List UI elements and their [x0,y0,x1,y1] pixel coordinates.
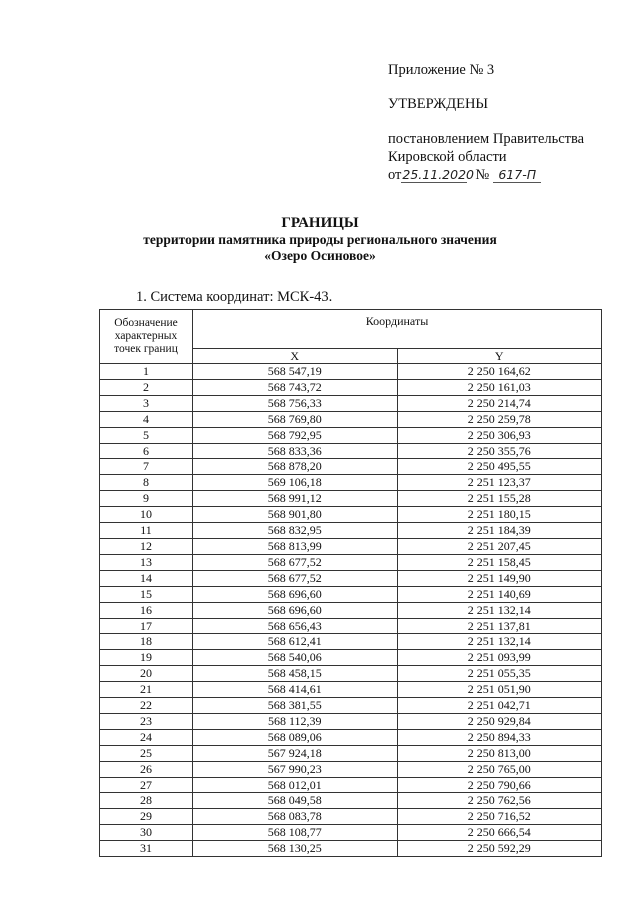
coord-y: 2 250 929,84 [397,713,602,729]
header-y: Y [397,349,602,364]
coord-y: 2 250 813,00 [397,745,602,761]
coord-x: 568 792,95 [193,427,398,443]
coord-y: 2 250 306,93 [397,427,602,443]
coord-x: 568 677,52 [193,570,398,586]
coord-y: 2 250 259,78 [397,411,602,427]
point-number: 3 [100,395,193,411]
table-row [100,602,602,618]
point-number: 5 [100,427,193,443]
coord-x: 568 991,12 [193,491,398,507]
coord-x: 567 990,23 [193,761,398,777]
point-number: 11 [100,523,193,539]
table-row [100,825,602,841]
point-number: 21 [100,682,193,698]
coord-x: 568 012,01 [193,777,398,793]
coord-y: 2 250 762,56 [397,793,602,809]
coord-y: 2 250 765,00 [397,761,602,777]
coord-x: 568 108,77 [193,825,398,841]
coord-y: 2 251 207,45 [397,538,602,554]
point-number: 10 [100,507,193,523]
coord-x: 568 696,60 [193,586,398,602]
table-row [100,379,602,395]
table-row [100,427,602,443]
header-point: Обозначение характерных точек границ [100,310,193,364]
coordinates-table [99,309,602,857]
point-number: 17 [100,618,193,634]
table-row [100,507,602,523]
point-number: 16 [100,602,193,618]
table-row [100,570,602,586]
coord-x: 568 769,80 [193,411,398,427]
coord-y: 2 251 123,37 [397,475,602,491]
point-number: 28 [100,793,193,809]
table-row [100,682,602,698]
coord-x: 568 756,33 [193,395,398,411]
table-row [100,777,602,793]
table-row [100,364,602,380]
point-number: 18 [100,634,193,650]
point-number: 15 [100,586,193,602]
point-number: 27 [100,777,193,793]
coord-y: 2 250 894,33 [397,729,602,745]
coord-y: 2 250 666,54 [397,825,602,841]
point-number: 6 [100,443,193,459]
coord-y: 2 251 184,39 [397,523,602,539]
title-line-1: территории памятника природы регионального значения [143,232,497,247]
coord-x: 569 106,18 [193,475,398,491]
coord-x: 568 458,15 [193,666,398,682]
coord-x: 568 743,72 [193,379,398,395]
table-row [100,729,602,745]
point-number: 14 [100,570,193,586]
point-number: 13 [100,554,193,570]
coord-y: 2 250 161,03 [397,379,602,395]
table-row [100,666,602,682]
table-row [100,491,602,507]
handwritten-date: 25.11.2020 [402,167,474,182]
table-row [100,523,602,539]
coord-y: 2 251 180,15 [397,507,602,523]
coord-y: 2 250 790,66 [397,777,602,793]
coord-y: 2 251 132,14 [397,634,602,650]
point-number: 8 [100,475,193,491]
coord-y: 2 250 495,55 [397,459,602,475]
coordinate-system-heading: 1. Система координат: МСК-43. [136,289,333,305]
table-row [100,761,602,777]
table-row [100,841,602,857]
coord-x: 568 832,95 [193,523,398,539]
decree-date-line [388,166,584,184]
table-row [100,745,602,761]
coord-x: 568 083,78 [193,809,398,825]
point-number: 23 [100,713,193,729]
point-number: 26 [100,761,193,777]
table-row [100,713,602,729]
from-label: от [388,167,402,183]
coord-x: 568 089,06 [193,729,398,745]
point-number: 25 [100,745,193,761]
coord-y: 2 251 132,14 [397,602,602,618]
coord-y: 2 251 158,45 [397,554,602,570]
document-title [0,214,640,264]
coord-x: 568 540,06 [193,650,398,666]
coord-y: 2 250 164,62 [397,364,602,380]
table-row [100,809,602,825]
coord-x: 568 547,19 [193,364,398,380]
coord-x: 568 696,60 [193,602,398,618]
point-number: 24 [100,729,193,745]
coord-x: 568 112,39 [193,713,398,729]
coord-y: 2 251 093,99 [397,650,602,666]
table-row [100,793,602,809]
coord-x: 568 878,20 [193,459,398,475]
coord-x: 567 924,18 [193,745,398,761]
coord-y: 2 250 214,74 [397,395,602,411]
table-row [100,618,602,634]
table-row [100,395,602,411]
point-number: 30 [100,825,193,841]
coord-y: 2 251 149,90 [397,570,602,586]
appendix-number: Приложение № 3 [388,62,495,78]
approval-block [388,60,584,184]
table-row [100,411,602,427]
table-row [100,459,602,475]
table-row [100,538,602,554]
point-number: 20 [100,666,193,682]
coord-x: 568 612,41 [193,634,398,650]
coord-y: 2 251 042,71 [397,698,602,714]
coord-y: 2 251 155,28 [397,491,602,507]
point-number: 4 [100,411,193,427]
table-body [100,364,602,857]
coord-y: 2 251 137,81 [397,618,602,634]
table-row [100,586,602,602]
decree-line-1: постановлением Правительства [388,131,585,147]
table-row [100,443,602,459]
point-number: 2 [100,379,193,395]
coord-x: 568 656,43 [193,618,398,634]
point-number: 7 [100,459,193,475]
decree-reference [388,130,584,184]
table-row [100,698,602,714]
header-coordinates: Координаты [193,310,602,349]
coord-y: 2 250 355,76 [397,443,602,459]
coord-x: 568 049,58 [193,793,398,809]
table-row [100,650,602,666]
coord-x: 568 381,55 [193,698,398,714]
point-number: 1 [100,364,193,380]
approved-label: УТВЕРЖДЕНЫ [388,96,489,112]
coord-x: 568 813,99 [193,538,398,554]
coord-x: 568 130,25 [193,841,398,857]
point-number: 9 [100,491,193,507]
point-number: 19 [100,650,193,666]
title-main: ГРАНИЦЫ [281,215,359,231]
decree-line-2: Кировской области [388,149,507,165]
coord-x: 568 833,36 [193,443,398,459]
coord-x: 568 414,61 [193,682,398,698]
header-x: X [193,349,398,364]
coord-y: 2 251 051,90 [397,682,602,698]
table-row [100,634,602,650]
point-number: 29 [100,809,193,825]
number-sign: № [475,167,490,183]
table-row [100,475,602,491]
title-line-2: «Озеро Осиновое» [264,248,376,263]
coord-y: 2 251 055,35 [397,666,602,682]
handwritten-number: 617-П [493,168,541,183]
coord-x: 568 901,80 [193,507,398,523]
point-number: 22 [100,698,193,714]
point-number: 12 [100,538,193,554]
coord-y: 2 250 716,52 [397,809,602,825]
point-number: 31 [100,841,193,857]
coord-x: 568 677,52 [193,554,398,570]
coord-y: 2 251 140,69 [397,586,602,602]
table-row [100,554,602,570]
coord-y: 2 250 592,29 [397,841,602,857]
